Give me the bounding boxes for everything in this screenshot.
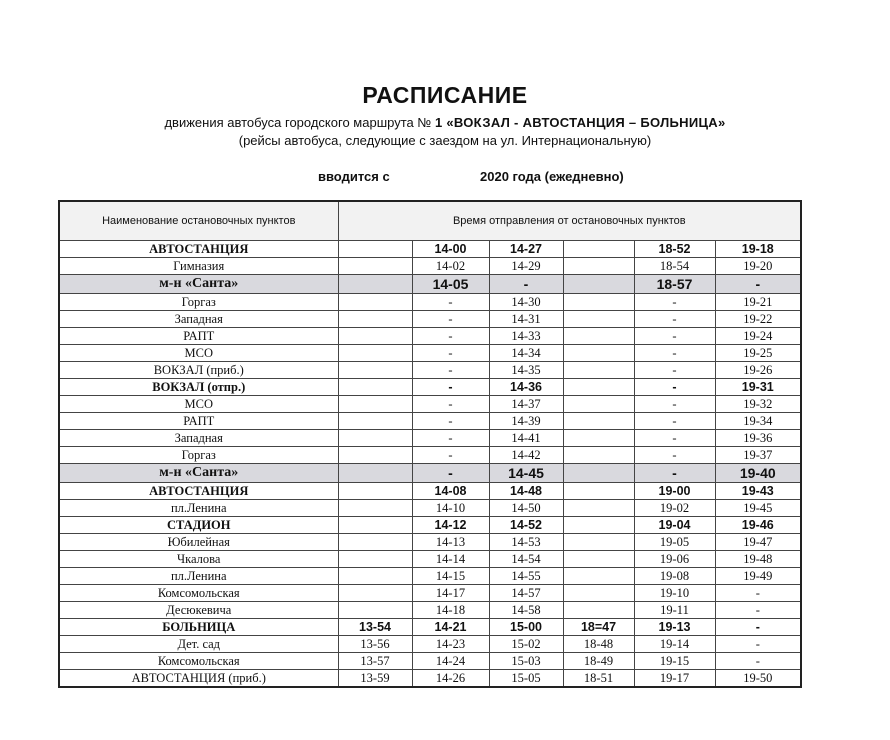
page-title: РАСПИСАНИЕ bbox=[362, 82, 528, 108]
departure-time: 18-51 bbox=[563, 670, 634, 688]
departure-time: 14-21 bbox=[412, 619, 489, 636]
departure-time bbox=[338, 294, 412, 311]
departure-time: 18-48 bbox=[563, 636, 634, 653]
table-row bbox=[59, 396, 801, 413]
stop-name: Горгаз bbox=[59, 294, 338, 311]
departure-time: - bbox=[412, 413, 489, 430]
departure-time: 15-00 bbox=[489, 619, 563, 636]
table-row bbox=[59, 534, 801, 551]
departure-time bbox=[338, 430, 412, 447]
departure-time: 19-10 bbox=[634, 585, 715, 602]
departure-time: - bbox=[715, 619, 801, 636]
departure-time: 19-36 bbox=[715, 430, 801, 447]
departure-time bbox=[338, 362, 412, 379]
table-row bbox=[59, 585, 801, 602]
departure-time: 19-18 bbox=[715, 241, 801, 258]
departure-time: - bbox=[634, 294, 715, 311]
departure-time: - bbox=[634, 379, 715, 396]
departure-time: 14-33 bbox=[489, 328, 563, 345]
departure-time: - bbox=[634, 362, 715, 379]
departure-time: 13-56 bbox=[338, 636, 412, 653]
departure-time: - bbox=[412, 311, 489, 328]
departure-time: 19-48 bbox=[715, 551, 801, 568]
departure-time bbox=[563, 447, 634, 464]
departure-time: 19-43 bbox=[715, 483, 801, 500]
departure-time: 18=47 bbox=[563, 619, 634, 636]
departure-time: 14-15 bbox=[412, 568, 489, 585]
stop-name: Чкалова bbox=[59, 551, 338, 568]
departure-time bbox=[338, 602, 412, 619]
departure-time bbox=[563, 534, 634, 551]
departure-time: 13-54 bbox=[338, 619, 412, 636]
departure-time: - bbox=[634, 311, 715, 328]
departure-time: 14-14 bbox=[412, 551, 489, 568]
departure-time bbox=[338, 551, 412, 568]
departure-time: - bbox=[412, 294, 489, 311]
departure-time: - bbox=[634, 345, 715, 362]
departure-time: 19-49 bbox=[715, 568, 801, 585]
departure-time: 14-52 bbox=[489, 517, 563, 534]
departure-time: - bbox=[412, 447, 489, 464]
table-row bbox=[59, 294, 801, 311]
departure-time: 19-26 bbox=[715, 362, 801, 379]
departure-time bbox=[563, 430, 634, 447]
departure-time: - bbox=[715, 636, 801, 653]
departure-time: 19-21 bbox=[715, 294, 801, 311]
departure-time: 14-23 bbox=[412, 636, 489, 653]
departure-time: 14-48 bbox=[489, 483, 563, 500]
stop-name: Западная bbox=[59, 430, 338, 447]
table-row bbox=[59, 500, 801, 517]
departure-time bbox=[563, 551, 634, 568]
departure-time bbox=[338, 413, 412, 430]
departure-time: 13-59 bbox=[338, 670, 412, 688]
departure-time: 15-02 bbox=[489, 636, 563, 653]
departure-time: 19-02 bbox=[634, 500, 715, 517]
departure-time bbox=[338, 275, 412, 294]
departure-time bbox=[338, 568, 412, 585]
departure-time: 19-20 bbox=[715, 258, 801, 275]
departure-time: 14-39 bbox=[489, 413, 563, 430]
departure-time: 19-04 bbox=[634, 517, 715, 534]
departure-time: 14-00 bbox=[412, 241, 489, 258]
departure-time: - bbox=[412, 345, 489, 362]
departure-time bbox=[563, 294, 634, 311]
stop-name: пл.Ленина bbox=[59, 568, 338, 585]
departure-time bbox=[338, 483, 412, 500]
table-row bbox=[59, 483, 801, 500]
departure-time: 14-57 bbox=[489, 585, 563, 602]
departure-time bbox=[563, 396, 634, 413]
route-note: (рейсы автобуса, следующие с заездом на ул. Интернациональную) bbox=[238, 133, 652, 148]
departure-time bbox=[338, 379, 412, 396]
departure-time: 14-13 bbox=[412, 534, 489, 551]
departure-time: 19-46 bbox=[715, 517, 801, 534]
departure-time: - bbox=[412, 396, 489, 413]
departure-time: 19-45 bbox=[715, 500, 801, 517]
departure-time bbox=[338, 241, 412, 258]
table-header-row bbox=[59, 201, 801, 241]
departure-time bbox=[338, 585, 412, 602]
departure-time: 14-08 bbox=[412, 483, 489, 500]
departure-time: - bbox=[412, 430, 489, 447]
departure-time: - bbox=[412, 464, 489, 483]
departure-time: 14-31 bbox=[489, 311, 563, 328]
table-row bbox=[59, 345, 801, 362]
stop-name: Комсомольская bbox=[59, 585, 338, 602]
departure-time: 18-57 bbox=[634, 275, 715, 294]
departure-time: 15-03 bbox=[489, 653, 563, 670]
departure-time bbox=[563, 379, 634, 396]
table-row bbox=[59, 362, 801, 379]
departure-time bbox=[338, 345, 412, 362]
departure-time: 14-26 bbox=[412, 670, 489, 688]
schedule-table bbox=[58, 200, 802, 688]
departure-time: 19-50 bbox=[715, 670, 801, 688]
departure-time: 14-34 bbox=[489, 345, 563, 362]
departure-time: 14-41 bbox=[489, 430, 563, 447]
departure-time: - bbox=[489, 275, 563, 294]
departure-time: 14-58 bbox=[489, 602, 563, 619]
departure-time bbox=[338, 464, 412, 483]
departure-time bbox=[563, 500, 634, 517]
stop-name: АВТОСТАНЦИЯ bbox=[59, 483, 338, 500]
departure-time bbox=[338, 396, 412, 413]
departure-time: 19-17 bbox=[634, 670, 715, 688]
departure-time bbox=[563, 311, 634, 328]
route-description bbox=[0, 115, 890, 130]
departure-time: 19-13 bbox=[634, 619, 715, 636]
departure-time: 14-18 bbox=[412, 602, 489, 619]
stop-name: СТАДИОН bbox=[59, 517, 338, 534]
table-row bbox=[59, 636, 801, 653]
departure-time: 19-40 bbox=[715, 464, 801, 483]
departure-time bbox=[563, 241, 634, 258]
departure-time: 14-17 bbox=[412, 585, 489, 602]
departure-time: - bbox=[715, 602, 801, 619]
departure-time bbox=[338, 311, 412, 328]
departure-time: 19-15 bbox=[634, 653, 715, 670]
departure-time: 19-06 bbox=[634, 551, 715, 568]
departure-time: 19-31 bbox=[715, 379, 801, 396]
departure-time: - bbox=[634, 464, 715, 483]
stop-column-header: Наименование остановочных пунктов bbox=[59, 201, 338, 241]
departure-time: 14-27 bbox=[489, 241, 563, 258]
stop-name: Западная bbox=[59, 311, 338, 328]
stop-name: Десюкевича bbox=[59, 602, 338, 619]
departure-time: - bbox=[634, 430, 715, 447]
effective-date: 2020 года (ежедневно) bbox=[480, 169, 624, 184]
departure-time bbox=[563, 517, 634, 534]
departure-time bbox=[338, 534, 412, 551]
table-row bbox=[59, 464, 801, 483]
departure-time bbox=[338, 447, 412, 464]
stop-name: Горгаз bbox=[59, 447, 338, 464]
table-row bbox=[59, 413, 801, 430]
stop-name: м-н «Санта» bbox=[59, 275, 338, 294]
departure-time: 13-57 bbox=[338, 653, 412, 670]
effective-label: вводится с bbox=[318, 169, 390, 184]
departure-time: 14-42 bbox=[489, 447, 563, 464]
stop-name: ВОКЗАЛ (отпр.) bbox=[59, 379, 338, 396]
departure-time bbox=[563, 275, 634, 294]
departure-time: 14-10 bbox=[412, 500, 489, 517]
table-row bbox=[59, 275, 801, 294]
stop-name: Гимназия bbox=[59, 258, 338, 275]
departure-time: 14-02 bbox=[412, 258, 489, 275]
departure-time bbox=[563, 483, 634, 500]
departure-time: 19-37 bbox=[715, 447, 801, 464]
departure-time bbox=[563, 464, 634, 483]
stop-name: Комсомольская bbox=[59, 653, 338, 670]
departure-time: 19-34 bbox=[715, 413, 801, 430]
departure-time: - bbox=[634, 413, 715, 430]
departure-time: 19-05 bbox=[634, 534, 715, 551]
table-row bbox=[59, 619, 801, 636]
table-row bbox=[59, 241, 801, 258]
departure-time: 14-50 bbox=[489, 500, 563, 517]
departure-time bbox=[563, 568, 634, 585]
table-row bbox=[59, 430, 801, 447]
departure-time: - bbox=[715, 585, 801, 602]
departure-time: - bbox=[412, 328, 489, 345]
departure-time: 14-36 bbox=[489, 379, 563, 396]
table-row bbox=[59, 258, 801, 275]
departure-time: 19-00 bbox=[634, 483, 715, 500]
stop-name: БОЛЬНИЦА bbox=[59, 619, 338, 636]
departure-time: 19-14 bbox=[634, 636, 715, 653]
table-row bbox=[59, 379, 801, 396]
departure-time: 14-05 bbox=[412, 275, 489, 294]
departure-time: 18-49 bbox=[563, 653, 634, 670]
table-row bbox=[59, 653, 801, 670]
departure-time: 14-37 bbox=[489, 396, 563, 413]
route-prefix: движения автобуса городского маршрута № bbox=[164, 115, 432, 130]
table-row bbox=[59, 311, 801, 328]
departure-time: 18-52 bbox=[634, 241, 715, 258]
departure-time: 14-54 bbox=[489, 551, 563, 568]
stop-name: ВОКЗАЛ (приб.) bbox=[59, 362, 338, 379]
departure-time: 14-30 bbox=[489, 294, 563, 311]
stop-name: МСО bbox=[59, 396, 338, 413]
departure-time: 14-35 bbox=[489, 362, 563, 379]
stop-name: РАПТ bbox=[59, 413, 338, 430]
stop-name: Юбилейная bbox=[59, 534, 338, 551]
table-row bbox=[59, 551, 801, 568]
departure-time bbox=[338, 258, 412, 275]
departure-time: - bbox=[412, 362, 489, 379]
route-name: 1 «ВОКЗАЛ - АВТОСТАНЦИЯ – БОЛЬНИЦА» bbox=[434, 115, 726, 130]
table-row bbox=[59, 447, 801, 464]
departure-time: 18-54 bbox=[634, 258, 715, 275]
departure-time: 19-47 bbox=[715, 534, 801, 551]
stop-name: Дет. сад bbox=[59, 636, 338, 653]
table-row bbox=[59, 670, 801, 688]
departure-time: 14-45 bbox=[489, 464, 563, 483]
departure-time: 19-32 bbox=[715, 396, 801, 413]
departure-time: 14-12 bbox=[412, 517, 489, 534]
stop-name: пл.Ленина bbox=[59, 500, 338, 517]
table-row bbox=[59, 568, 801, 585]
departure-time bbox=[563, 413, 634, 430]
departure-time: 15-05 bbox=[489, 670, 563, 688]
departure-time bbox=[338, 500, 412, 517]
stop-name: АВТОСТАНЦИЯ bbox=[59, 241, 338, 258]
departure-time: - bbox=[715, 275, 801, 294]
departure-time: 19-24 bbox=[715, 328, 801, 345]
departure-time: 19-11 bbox=[634, 602, 715, 619]
departure-time: - bbox=[634, 328, 715, 345]
stop-name: МСО bbox=[59, 345, 338, 362]
departure-time: 14-53 bbox=[489, 534, 563, 551]
table-row bbox=[59, 602, 801, 619]
stop-name: АВТОСТАНЦИЯ (приб.) bbox=[59, 670, 338, 688]
departure-time bbox=[563, 328, 634, 345]
departure-time: 14-55 bbox=[489, 568, 563, 585]
departure-time: 19-22 bbox=[715, 311, 801, 328]
stop-name: РАПТ bbox=[59, 328, 338, 345]
departure-time: - bbox=[634, 447, 715, 464]
departure-time bbox=[338, 517, 412, 534]
departure-time bbox=[563, 258, 634, 275]
table-row bbox=[59, 328, 801, 345]
departure-time: 14-24 bbox=[412, 653, 489, 670]
departure-time bbox=[563, 585, 634, 602]
stop-name: м-н «Санта» bbox=[59, 464, 338, 483]
departure-time: 19-25 bbox=[715, 345, 801, 362]
departure-time bbox=[338, 328, 412, 345]
departure-time: - bbox=[715, 653, 801, 670]
table-row bbox=[59, 517, 801, 534]
schedule-body bbox=[59, 241, 801, 688]
times-column-header: Время отправления от остановочных пунктов bbox=[338, 201, 801, 241]
departure-time bbox=[563, 602, 634, 619]
departure-time: - bbox=[634, 396, 715, 413]
departure-time: - bbox=[412, 379, 489, 396]
departure-time bbox=[563, 362, 634, 379]
departure-time: 14-29 bbox=[489, 258, 563, 275]
departure-time bbox=[563, 345, 634, 362]
departure-time: 19-08 bbox=[634, 568, 715, 585]
